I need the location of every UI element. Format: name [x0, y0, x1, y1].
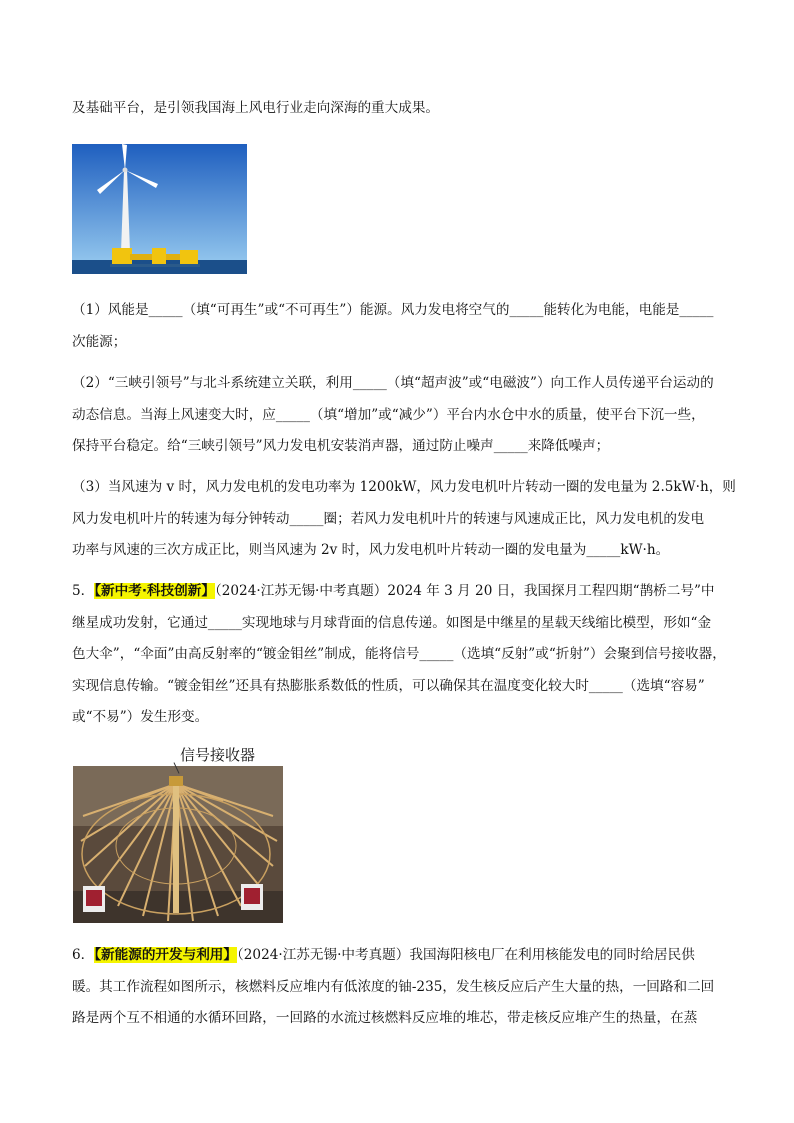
q4-part1-line1: （1）风能是_____（填“可再生”或“不可再生”）能源。风力发电将空气的_____能转化为电能，电能是_____ — [72, 302, 714, 318]
q6-number: 6． — [72, 947, 95, 963]
q6-tag: 【新能源的开发与利用】 — [94, 947, 237, 963]
q6-line1 — [72, 945, 695, 965]
intro-text: 及基础平台，是引领我国海上风电行业走向深海的重大成果。 — [72, 100, 440, 116]
q5-number: 5． — [72, 583, 95, 599]
q6-line1-text: （2024·江苏无锡·中考真题）我国海阳核电厂在利用核能发电的同时给居民供 — [236, 947, 695, 963]
q5-line1 — [72, 581, 714, 601]
antenna-model-photo — [73, 766, 283, 923]
q4-part3-line2: 风力发电机叶片的转速为每分钟转动_____圈；若风力发电机叶片的转速与风速成正比，风力发电机的发电 — [72, 511, 705, 527]
q4-part2-line2: 动态信息。当海上风速变大时，应_____（填“增加”或“减少”）平台内水仓中水的质量，使平台下沉一些， — [72, 407, 705, 423]
q5-line5: 或“不易”）发生形变。 — [72, 709, 209, 725]
q4-part2-line3: 保持平台稳定。给“三峡引领号”风力发电机安装消声器，通过防止噪声_____来降低噪声； — [72, 438, 610, 454]
q5-line3: 色大伞”，“伞面”由高反射率的“镀金钼丝”制成，能将信号_____（选填“反射”或“折射”）会聚到信号接收器， — [72, 646, 726, 662]
q5-line1-text: （2024·江苏无锡·中考真题）2024 年 3 月 20 日，我国探月工程四期“鹊桥二号”中 — [214, 583, 715, 599]
q4-part1-line2: 次能源； — [72, 334, 127, 350]
q6-line2: 暖。其工作流程如图所示，核燃料反应堆内有低浓度的铀-235，发生核反应后产生大量的热，一回路和二回 — [72, 979, 715, 995]
q5-tag: 【新中考·科技创新】 — [94, 583, 215, 599]
q4-part2-line1: （2）“三峡引领号”与北斗系统建立关联，利用_____（填“超声波”或“电磁波”）向工作人员传递平台运动的 — [72, 375, 714, 391]
q4-part3-line3: 功率与风速的三次方成正比，则当风速为 2v 时，风力发电机叶片转动一圈的发电量为_____kW·h。 — [72, 542, 670, 558]
q5-line2: 继星成功发射，它通过_____实现地球与月球背面的信息传递。如图是中继星的星载天线缩比模型，形如“金 — [72, 615, 712, 631]
q4-part3-line1: （3）当风速为 v 时，风力发电机的发电功率为 1200kW，风力发电机叶片转动一圈的发电量为 2.5kW·h，则 — [72, 479, 736, 495]
wind-turbine-photo — [72, 144, 247, 274]
q5-line4: 实现信息传输。“镀金钼丝”还具有热膨胀系数低的性质，可以确保其在温度变化较大时_____（选填“容易” — [72, 678, 705, 694]
q6-line3: 路是两个互不相通的水循环回路，一回路的水流过核燃料反应堆的堆芯，带走核反应堆产生的热量，在蒸 — [72, 1010, 698, 1026]
signal-receiver-label: 信号接收器 — [180, 746, 256, 764]
